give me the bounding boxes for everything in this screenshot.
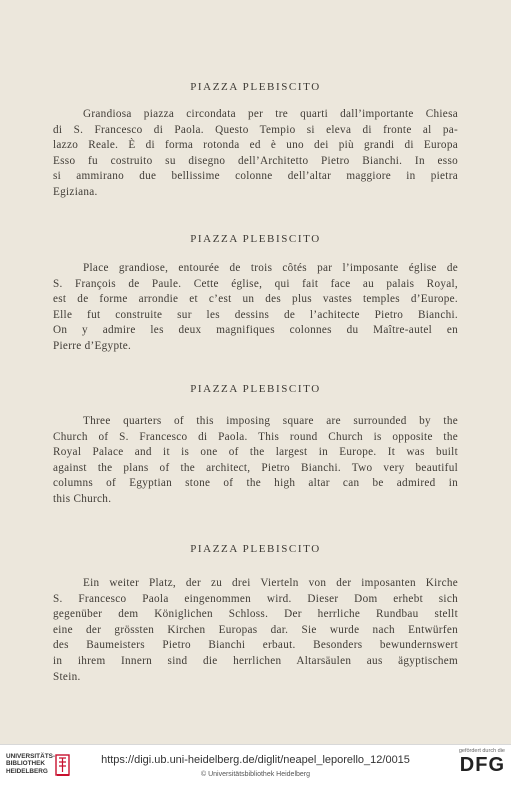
text-line: columns of Egyptian stone of the high altar can be admired in (53, 477, 458, 490)
text-line: Three quarters of this imposing square are surrounded by the (83, 415, 458, 427)
text-line: est de forme arrondie et c’est un des plus vastes temples d’Europe. (53, 293, 458, 306)
text-line: Royal Palace and it is one of the largest in Europe. It was built (53, 446, 458, 459)
text-line: On y admire les deux magnifiques colonnes du Maître-autel en (53, 324, 458, 337)
copyright-notice: © Universitätsbibliothek Heidelberg (200, 771, 311, 778)
library-name-line: UNIVERSITÄTS- (6, 753, 55, 760)
text-line: gegenüber dem Königlichen Schloss. Der herrliche Rundbau stellt (53, 608, 458, 621)
paragraph-german (53, 576, 458, 685)
library-name-line: BIBLIOTHEK (6, 760, 46, 768)
text-line: S. Francesco Paola eingenommen wird. Dieser Dom erhebt sich (53, 592, 458, 605)
funding-note: gefördert durch die (458, 748, 505, 754)
dfg-logo[interactable] (445, 748, 505, 782)
library-name-line: HEIDELBERG (6, 767, 48, 775)
text-line: this Church. (53, 492, 112, 505)
section-title-italian: PIAZZA PLEBISCITO (190, 81, 321, 93)
text-line: Esso fu costruito su disegno dell’Architetto Pietro Bianchi. In esso (53, 154, 458, 167)
text-line: Stein. (53, 670, 81, 683)
funder-name: DFG (459, 754, 505, 776)
text-line: Grandiosa piazza circondata per tre quarti dall’importante Chiesa (83, 108, 458, 120)
text-line: Pierre d’Egypte. (53, 339, 132, 352)
paragraph-french (53, 261, 458, 355)
text-line: Church of S. Francesco di Paola. This round Church is opposite the (53, 430, 458, 443)
text-line: against the plans of the architect, Pietro Bianchi. Two very beautiful (53, 461, 458, 474)
text-line: in ihrem Innern sind die herrlichen Altarsäulen aus ägyptischem (53, 654, 458, 667)
paragraph-italian (53, 107, 458, 201)
text-line: Place grandiose, entourée de trois côtés par l’imposante église de (83, 262, 458, 274)
permalink-url[interactable]: https://digi.ub.uni-heidelberg.de/diglit/neapel_leporello_12/0015 (101, 754, 410, 766)
text-line: des Baumeisters Pietro Bianchi erbaut. Besonders bewundernswert (53, 639, 458, 652)
text-line: Ein weiter Platz, der zu drei Vierteln von der imposanten Kirche (83, 577, 458, 589)
text-line: lazzo Reale. È di forma rotonda ed è uno dei più grandi di Europa (53, 139, 458, 152)
section-title-french: PIAZZA PLEBISCITO (190, 233, 321, 245)
text-line: eine der grössten Kirchen Europas dar. Sie wurde nach Entwürfen (53, 623, 458, 636)
text-line: S. François de Paule. Cette église, qui fait face au palais Royal, (53, 277, 458, 290)
section-title-german: PIAZZA PLEBISCITO (190, 543, 321, 555)
paragraph-english (53, 414, 458, 508)
text-line: si ammirano due bellissime colonne dell’altar maggiore in pietra (53, 170, 458, 183)
text-line: di S. Francesco di Paola. Questo Tempio si eleva di fronte al pa- (53, 123, 458, 136)
text-line: Elle fut construite sur les dessins de l’achitecte Pietro Bianchi. (53, 308, 458, 321)
section-title-english: PIAZZA PLEBISCITO (190, 383, 321, 395)
viewer-footer (0, 744, 511, 785)
text-line: Egiziana. (53, 185, 98, 198)
